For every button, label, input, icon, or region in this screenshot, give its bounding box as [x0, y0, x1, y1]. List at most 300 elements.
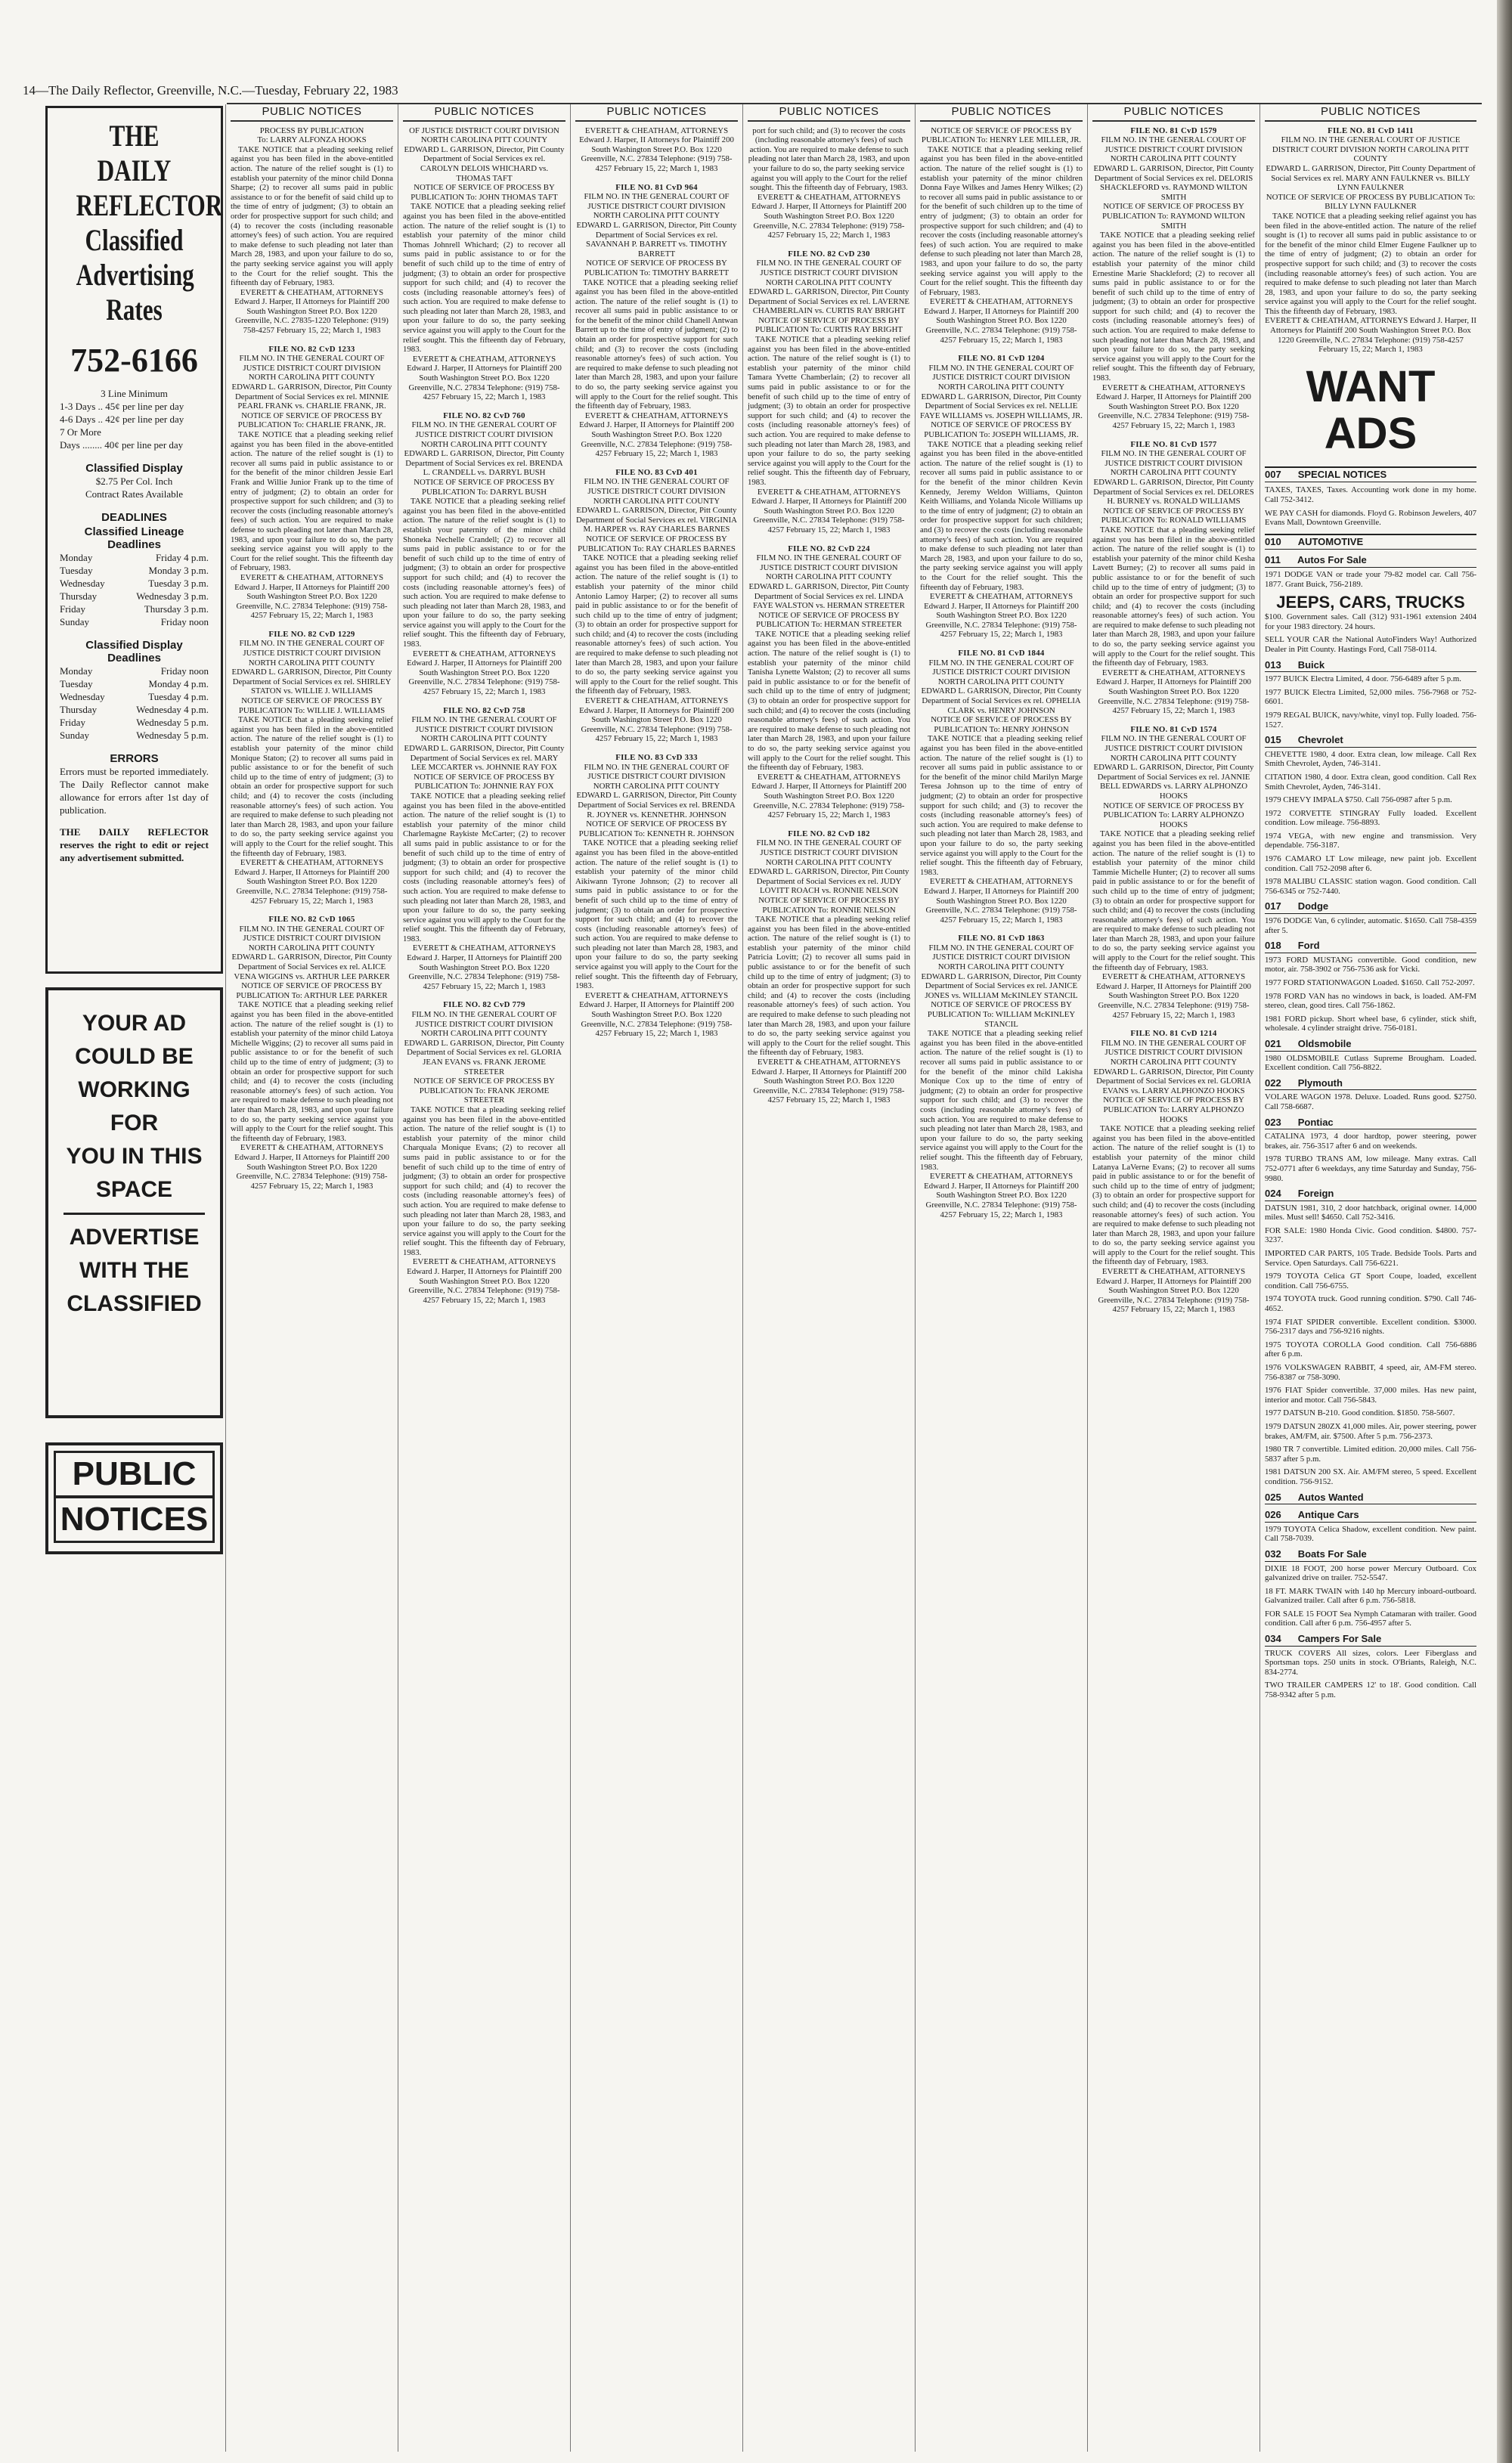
want-ads-title: [1265, 361, 1476, 458]
notice-parties: EDWARD L. GARRISON, Director, Pitt County Department of Social Services ex rel. LINDA FAYE WALSTON vs. HERMAN STREETER: [748, 581, 909, 611]
deadline-time: Tuesday 4 p.m.: [148, 691, 209, 702]
section-name: Plymouth: [1297, 1077, 1343, 1089]
deadline-row: [60, 716, 209, 729]
notice-recipient: NOTICE OF SERVICE OF PROCESS BY PUBLICATION To: JOSEPH WILLIAMS, JR.: [924, 420, 1079, 439]
classified-ad: FOR SALE 15 FOOT Sea Nymph Catamaran with trailer. Good condition. Call after 6 p.m. 756-4957 after 5.: [1265, 1609, 1476, 1628]
file-number: FILE NO. 81 CvD 1214: [1130, 1029, 1217, 1039]
section-number: 017: [1265, 900, 1281, 912]
section-number: 007: [1265, 468, 1281, 480]
notice-signature: EVERETT & CHEATHAM, ATTORNEYS Edward J. Harper, II Attorneys for Plaintiff 200 South Washington Street P.O. Box 1220 Greenville, N.C. 27834 Telephone: (919) 758-4257 February 15, 22; March 1, 1983: [924, 592, 1079, 640]
classified-section-heading: [1265, 1509, 1476, 1523]
classified-ad: 1975 TOYOTA COROLLA Good condition. Call 756-6886 after 6 p.m.: [1265, 1340, 1476, 1359]
classified-ad: 1977 FORD STATIONWAGON Loaded. $1650. Call 752-2097.: [1265, 978, 1475, 987]
notice-recipient: NOTICE OF SERVICE OF PROCESS BY PUBLICATION To: RAY CHARLES BARNES: [578, 534, 736, 553]
file-number: FILE NO. 82 CvD 1229: [268, 629, 355, 639]
notice-recipient: NOTICE OF SERVICE OF PROCESS BY PUBLICATION To: HERMAN STREETER: [755, 610, 903, 630]
deadline-day: Wednesday: [60, 691, 105, 702]
legal-notice: [1265, 126, 1476, 355]
classified-ad: TAXES, TAXES, Taxes. Accounting work done in my home. Call 752-3412.: [1265, 485, 1476, 505]
classified-ad: 1978 MALIBU CLASSIC station wagon. Good condition. Call 756-6345 or 752-7440.: [1265, 877, 1476, 896]
deadline-time: Monday 3 p.m.: [148, 565, 209, 576]
notice-signature: EVERETT & CHEATHAM, ATTORNEYS Edward J. Harper, II Attorneys for Plaintiff 200 South Washington Street P.O. Box 1220 Greenville, N.C. 27834 Telephone: (919) 758-4257 February 15, 22; March 1, 1983: [1096, 668, 1251, 716]
classified-ad: 1971 DODGE VAN or trade your 79-82 model car. Call 756-1877. Grant Buick, 756-2189.: [1265, 570, 1476, 589]
notices-column-6: [1089, 104, 1259, 2452]
notices-column-1: [227, 104, 397, 2452]
promo-line: YOU IN THIS: [66, 1144, 203, 1169]
your-ad-promo: [45, 987, 223, 1418]
deadlines-title: DEADLINES: [101, 511, 167, 524]
deadline-day: Friday: [60, 603, 85, 615]
classified-ad: 1977 BUICK Electra Limited, 4 door. 756-6489 after 5 p.m.: [1265, 674, 1461, 684]
rates-title-line: THE DAILY: [97, 119, 172, 187]
notice-heading: OF JUSTICE DISTRICT COURT DIVISION NORTH CAROLINA PITT COUNTY: [409, 125, 559, 145]
notices-column-2: [399, 104, 569, 2452]
notice-body: TAKE NOTICE that a pleading seeking relief against you has been filed in the above-entitled action. The nature of the relief sought is (1) to establish your paternity of the minor child Tammie Michelle Hunter; (2) to recover all sums paid in public assistance to or for the benefit of such child up to the time of entry of judgment; (3) to obtain an order for prospective support for such child; and (4) to recover the costs (including reasonable attorney's fees) of such action. You are required to make defense to such pleading not later than March 28, 1983, and upon your failure to do so, the party seeking service against you will apply to the Court for the relief sought. This the fifteenth day of February, 1983.: [1092, 829, 1255, 972]
notice-heading: FILM NO. IN THE GENERAL COURT OF JUSTICE DISTRICT COURT DIVISION NORTH CAROLINA PITT COUNTY: [239, 924, 385, 953]
notice-signature: EVERETT & CHEATHAM, ATTORNEYS Edward J. Harper, II Attorneys for Plaintiff 200 South Washington Street P.O. Box 1220 Greenville, N.C. 27834 Telephone: (919) 758-4257 February 15, 22; March 1, 1983: [751, 772, 906, 820]
classified-ad: IMPORTED CAR PARTS, 105 Trade. Bedside Tools. Parts and Service. Open Saturdays. Call 756-6221.: [1265, 1249, 1476, 1268]
column-heading: PUBLIC NOTICES: [575, 104, 738, 122]
notice-parties: EDWARD L. GARRISON, Director, Pitt County Department of Social Services ex rel. SAVANNAH P. BARRETT vs. TIMOTHY BARRETT: [576, 220, 737, 259]
notice-signature: EVERETT & CHEATHAM, ATTORNEYS Edward J. Harper, II Attorneys for Plaintiff 200 South Washington Street P.O. Box 1220 Greenville, N.C. 27834 Telephone: (919) 758-4257 February 15, 22; March 1, 1983: [407, 354, 562, 402]
classified-ad: VOLARE WAGON 1978. Deluxe. Loaded. Runs good. $2750. Call 758-6687.: [1265, 1092, 1476, 1111]
classified-ad: 1978 FORD VAN has no windows in back, is loaded. AM-FM stereo, clean, good tires. Call 756-1862.: [1265, 991, 1476, 1011]
classified-section-heading: [1265, 1188, 1476, 1201]
column-rule: [570, 104, 571, 2452]
notice-body: TAKE NOTICE that a pleading seeking relief against you has been filed in the above-entitled action. The nature of the relief sought is (1) to establish your paternity of the minor child Tanisha Lynette Walston; (2) to recover all sums paid in public assistance to or for the benefit of such child up to the time of entry of judgment; (3) to obtain an order for prospective support for such child; and (4) to recover the costs (including reasonable attorney's fees) of such action. You are required to make defense to such pleading not later than March 28, 1983, and upon your failure to do so, the party seeking service against you will apply to the Court for the relief sought. This the fifteenth day of February, 1983.: [748, 629, 910, 773]
notice-parties: EDWARD L. GARRISON, Director, Pitt County Department of Social Services ex rel. CAROLYN DELOIS WHICHARD vs. THOMAS TAFT: [404, 144, 565, 183]
notices-list: [1265, 126, 1476, 355]
classified-section-heading: [1265, 1548, 1476, 1562]
section-name: Antique Cars: [1297, 1509, 1359, 1521]
notice-signature: EVERETT & CHEATHAM, ATTORNEYS Edward J. Harper, II Attorneys for Plaintiff 200 South Washington Street P.O. Box 1220 Greenville, N.C. 27834 Telephone: (919) 758-4257 February 15, 22; March 1, 1983: [579, 990, 734, 1039]
classified-ad: 1979 TOYOTA Celica GT Sport Coupe, loaded, excellent condition. Call 756-6755.: [1265, 1272, 1476, 1290]
deadline-time: Monday 4 p.m.: [148, 678, 209, 689]
notice-recipient: NOTICE OF SERVICE OF PROCESS BY PUBLICATION To: JOHNNIE RAY FOX: [414, 772, 555, 792]
promo-line: ADVERTISE: [69, 1225, 200, 1250]
legal-notice: [403, 706, 565, 992]
notice-signature: EVERETT & CHEATHAM, ATTORNEYS Edward J. Harper, II Attorneys for Plaintiff 200 South Washington Street P.O. Box 1220 Greenville, N.C. 27834 Telephone: (919) 758-4257 February 15, 22; March 1, 1983: [234, 572, 389, 621]
notice-recipient: NOTICE OF SERVICE OF PROCESS BY PUBLICATION To: WILLIE J. WILLIAMS: [238, 696, 386, 715]
notice-heading: NOTICE OF SERVICE OF PROCESS BY PUBLICATION To: HENRY LEE MILLER, JR.: [921, 125, 1082, 145]
section-number: 015: [1265, 734, 1281, 746]
notice-parties: EDWARD L. GARRISON, Director, Pitt County Department of Social Services ex rel. MINNIE PEARL FRANK vs. CHARLIE FRANK, JR.: [231, 383, 392, 411]
notice-parties: EDWARD L. GARRISON, Director, Pitt County Department of Social Services ex rel. MARY ANN FAULKNER vs. BILLY LYNN FAULKNER: [1266, 163, 1476, 193]
section-number: 021: [1265, 1037, 1281, 1049]
notice-parties: EDWARD L. GARRISON, Director, Pitt County Department of Social Services ex rel. BRENDA R. JOYNER vs. KENNETHR. JOHNSON: [576, 791, 737, 819]
lineage-deadlines: [60, 551, 209, 628]
notice-body: TAKE NOTICE that a pleading seeking relief against you has been filed in the above-entitled action. The nature of the relief sought is (1) to establish your paternity of the minor child Patricia Lovitt; (2) to recover all sums paid in public assistance to or for the benefit of such child up to the time of entry of judgment; (3) to obtain an order for prospective support for such child; and (4) to recover the costs (including reasonable attorney's fees) of such action. You are required to make defense to such pleading not later than March 28, 1983, and upon your failure to do so, the party seeking service against you will apply to the Court for the relief sought. This the fifteenth day of February, 1983.: [748, 915, 910, 1058]
notice-heading: FILM NO. IN THE GENERAL COURT OF JUSTICE DISTRICT COURT DIVISION NORTH CAROLINA PITT COUNTY: [756, 259, 902, 287]
file-number: FILE NO. 82 CvD 224: [788, 544, 870, 553]
deadline-day: Sunday: [60, 616, 89, 627]
section-name: Chevrolet: [1297, 734, 1343, 746]
classified-ad: 1980 TR 7 convertible. Limited edition. 20,000 miles. Call 756-5837 after 5 p.m.: [1265, 1445, 1476, 1464]
classified-ad: 1980 OLDSMOBILE Cutlass Supreme Brougham. Loaded. Excellent condition. Call 756-8822.: [1265, 1053, 1476, 1073]
legal-notice: [748, 126, 910, 240]
section-number: 024: [1265, 1188, 1281, 1200]
legal-notice: [748, 249, 910, 535]
legal-notice: [575, 753, 738, 1039]
notice-body: TAKE NOTICE that a pleading seeking relief against you has been filed in the above-entitled action. The nature of the relief sought is (1) to establish your paternity of the minor child Kesha Lavett Burney; (2) to recover all sums paid in public assistance to or for the benefit of such child up to the time of entry of judgment; (3) to obtain an order for prospective support for such child; and (4) to recover the costs (including reasonable attorney's fees) of such action. You are required to make defense to such pleading not later than March 28, 1983, and upon your failure to do so, the party seeking service against you will apply to the Court for the relief sought. This the fifteenth day of February, 1983.: [1092, 525, 1255, 668]
section-number: 025: [1265, 1491, 1281, 1503]
section-number: 010: [1265, 535, 1281, 547]
notice-signature: EVERETT & CHEATHAM, ATTORNEYS Edward J. Harper, II Attorneys for Plaintiff 200 South Washington Street P.O. Box 1220 Greenville, N.C. 27835-1220 Telephone: (919) 758-4257 February 15, 22; March 1, 1983: [234, 287, 389, 336]
classified-ad: CHEVETTE 1980, 4 door. Extra clean, low mileage. Call Rex Smith Chevrolet, Ayden, 746-3141.: [1265, 749, 1476, 769]
legal-notice: [575, 126, 738, 174]
legal-notice: [920, 126, 1083, 345]
section-name: Foreign: [1297, 1188, 1334, 1200]
classified-ad: 1974 VEGA, with new engine and transmission. Very dependable. 756-3187.: [1265, 831, 1476, 850]
section-name: Autos For Sale: [1297, 554, 1367, 566]
deadline-row: [60, 690, 209, 703]
notice-body: TAKE NOTICE that a pleading seeking relief against you has been filed in the above-entitled action. The nature of the relief sought is (1) to establish your paternity of the minor child Tamara Yvette Chamberlain; (2) to recover all sums paid in public assistance to or for the benefit of such child up to the time of entry of judgment; (3) to obtain an order for prospective support for such child; and (4) to recover the costs (including reasonable attorney's fees) of such action. You are required to make defense to such pleading not later than March 28, 1983, and upon your failure to do so, the party seeking service against you will apply to the Court for the relief sought. This the fifteenth day of February, 1983.: [748, 335, 910, 487]
notice-parties: EDWARD L. GARRISON, Director, Pitt County Department of Social Services ex rel. OPHELIA CLARK vs. HENRY JOHNSON: [921, 686, 1082, 715]
notice-parties: EDWARD L. GARRISON, Director, Pitt County Department of Social Services ex rel. DELORIS SHACKLEFORD vs. RAYMOND WILTON SMITH: [1093, 163, 1254, 202]
notice-signature: EVERETT & CHEATHAM, ATTORNEYS Edward J. Harper, II Attorneys for Plaintiff 200 South Washington Street P.O. Box 1220 Greenville, N.C. 27834 Telephone: (919) 758-4257 February 15, 22; March 1, 1983: [751, 487, 906, 534]
deadline-time: Wednesday 5 p.m.: [136, 717, 209, 728]
notice-signature: EVERETT & CHEATHAM, ATTORNEYS Edward J. Harper, II Attorneys for Plaintiff 200 South Washington Street P.O. Box 1220 Greenville, N.C. 27834 Telephone: (919) 758-4257 February 15, 22; March 1, 1983: [751, 1058, 906, 1105]
classified-section-heading: [1265, 1117, 1476, 1130]
notice-recipient: NOTICE OF SERVICE OF PROCESS BY PUBLICATION To: JOHN THOMAS TAFT: [411, 183, 558, 202]
classified-ad: DATSUN 1981, 310, 2 door hatchback, original owner. 14,000 miles. Must sell! $4650. Call 752-3416.: [1265, 1203, 1476, 1222]
page-edge: [1497, 0, 1512, 2463]
notice-body: TAKE NOTICE that a pleading seeking relief against you has been filed in the above-entitled action. The nature of the relief sought is (1) to establish your paternity of the minor child Shoneka Nechelle Crandell; (2) to recover all sums paid in public assistance to or for the benefit of such child up to the time of entry of judgment; (3) to obtain an order for prospective support for such child; and (4) to recover the costs (including reasonable attorney's fees) of such action. You are required to make defense to such pleading not later than March 28, 1983, and upon your failure to do so, the party seeking service against you will apply to the Court for the relief sought. This the fifteenth day of February, 1983.: [403, 497, 565, 649]
deadline-day: Sunday: [60, 730, 89, 741]
notice-recipient: NOTICE OF SERVICE OF PROCESS BY PUBLICATION To: RAYMOND WILTON SMITH: [1102, 202, 1245, 231]
notice-heading: FILM NO. IN THE GENERAL COURT OF JUSTICE DISTRICT COURT DIVISION NORTH CAROLINA PITT COUNTY: [411, 420, 557, 449]
legal-notice: [920, 934, 1083, 1219]
notice-recipient: NOTICE OF SERVICE OF PROCESS BY PUBLICATION To: HENRY JOHNSON: [931, 715, 1072, 734]
legal-notice: [920, 354, 1083, 640]
public-notices-line: NOTICES: [54, 1497, 214, 1542]
notice-parties: EDWARD L. GARRISON, Director, Pitt County Department of Social Services ex rel. VIRGINIA M. HARPER vs. RAY CHARLES BARNES: [576, 506, 737, 534]
classified-section-heading: [1265, 554, 1476, 568]
notice-heading: FILM NO. IN THE GENERAL COURT OF JUSTICE DISTRICT COURT DIVISION NORTH CAROLINA PITT COUNTY: [756, 553, 902, 582]
legal-notice: [231, 126, 393, 336]
notice-heading: FILM NO. IN THE GENERAL COURT OF JUSTICE DISTRICT COURT DIVISION NORTH CAROLINA PITT COUNTY: [584, 762, 730, 791]
section-name: Buick: [1297, 658, 1325, 671]
section-number: 034: [1265, 1633, 1281, 1645]
column-heading: PUBLIC NOTICES: [1092, 104, 1255, 122]
classified-ad: 1976 VOLKSWAGEN RABBIT, 4 speed, air, AM-FM stereo. 756-8387 or 758-3090.: [1265, 1363, 1476, 1382]
file-number: FILE NO. 82 CvD 760: [443, 410, 525, 420]
legal-notice: [231, 345, 393, 621]
deadline-row: [60, 703, 209, 716]
section-name: Oldsmobile: [1297, 1037, 1352, 1049]
notice-body: TAKE NOTICE that a pleading seeking relief against you has been filed in the above-entitled action. The nature of the relief sought is (1) to establish your paternity of the minor child Ernestine Marie Shackleford; (2) to recover all sums paid in public assistance to or for the benefit of such child up to the time of entry of judgment; (3) to obtain an order for prospective support for such child; and (4) to recover the costs (including reasonable attorney's fees) of such action. You are required to make defense to such pleading not later than March 28, 1983, and upon your failure to do so, the party seeking service against you will apply to the Court for the relief sought. This the fifteenth day of February, 1983.: [1092, 231, 1255, 383]
classified-ad: 1976 FIAT Spider convertible. 37,000 miles. Has new paint, interior and motor. Call 756-5843.: [1265, 1386, 1476, 1405]
rate-line: Days ........ 40¢ per line per day: [60, 439, 184, 451]
file-number: FILE NO. 82 CvD 1065: [268, 915, 355, 925]
notice-signature: EVERETT & CHEATHAM, ATTORNEYS Edward J. Harper, II Attorneys for Plaintiff 200 South Washington Street P.O. Box 1220 Greenville, N.C. 27834 Telephone: (919) 758-4257 February 15, 22; March 1, 1983: [1096, 972, 1251, 1020]
section-number: 013: [1265, 658, 1281, 671]
classified-ad: WE PAY CASH for diamonds. Floyd G. Robinson Jewelers, 407 Evans Mall, Downtown Greenville.: [1265, 508, 1476, 528]
classified-ad: TRUCK COVERS All sizes, colors. Leer Fiberglass and Sportsman tops. 250 units in stock. O'Briants, Raleigh, N.C. 834-2774.: [1265, 1648, 1476, 1677]
classified-ad: 1979 TOYOTA Celica Shadow, excellent condition. New paint. Call 758-7039.: [1265, 1524, 1476, 1544]
notice-body: TAKE NOTICE that a pleading seeking relief against you has been filed in the above-entitled action. The nature of the relief sought is (1) to establish your paternity of the minor child Antonio Lamoy Harper; (2) to recover all sums paid in public assistance to or for the benefit of such child up to the time of entry of judgment; (3) to obtain an order for prospective support for such child; and (4) to recover the costs (including reasonable attorney's fees) of such action. You are required to make defense to such pleading not later than March 28, 1983, and upon your failure to do so, the party seeking service against you will apply to the Court for the relief sought. This the fifteenth day of February, 1983.: [575, 553, 738, 696]
notice-parties: EDWARD L. GARRISON, Director, Pitt County Department of Social Services ex rel. MARY LEE MCCARTER vs. JOHNNIE RAY FOX: [404, 744, 565, 773]
notice-signature: EVERETT & CHEATHAM, ATTORNEYS Edward J. Harper, II Attorneys for Plaintiff 200 South Washington Street P.O. Box 1220 Greenville, N.C. 27834 Telephone: (919) 758-4257 February 15, 22; March 1, 1983: [579, 696, 734, 744]
file-number: FILE NO. 83 CvD 401: [615, 467, 698, 477]
rates-title: [60, 119, 223, 327]
classified-ad: 18 FT. MARK TWAIN with 140 hp Mercury inboard-outboard. Galvanized trailer. Call after 6 p.m. 756-5818.: [1265, 1586, 1476, 1606]
classified-ad: 1972 CORVETTE STINGRAY Fully loaded. Excellent condition. Low mileage. 756-8893.: [1265, 808, 1476, 828]
notice-parties: EDWARD L. GARRISON, Director, Pitt County Department of Social Services ex rel. ALICE VENA WIGGINS vs. ARTHUR LEE PARKER: [231, 953, 392, 981]
want-ads-title-line: ADS: [1324, 408, 1418, 458]
section-number: 022: [1265, 1077, 1281, 1089]
deadline-time: Friday noon: [160, 665, 209, 677]
deadline-time: Wednesday 3 p.m.: [136, 590, 209, 602]
section-number: 032: [1265, 1548, 1281, 1560]
rate-line: 1-3 Days .. 45¢ per line per day: [60, 401, 184, 412]
notice-body: TAKE NOTICE that a pleading seeking relief against you has been filed in the above-entitled action. The nature of the relief sought is (1) to recover all sums paid in public assistance to or for the benefit of the minor child Marilyn Marge Teresa Johnson up to the time of entry of judgment; (2) to obtain an order for prospective support for such child; and (3) to recover the costs (including reasonable attorney's fees) of such action. You are required to make defense to such pleading not later than March 28, 1983, and upon your failure to do so, the party seeking service against you will apply to the Court for the relief sought. This the fifteenth day of February, 1983.: [920, 734, 1083, 877]
column-heading: PUBLIC NOTICES: [231, 104, 393, 122]
notice-heading: FILM NO. IN THE GENERAL COURT OF JUSTICE DISTRICT COURT DIVISION NORTH CAROLINA PITT COUNTY: [1101, 734, 1247, 763]
display-deadlines: [60, 665, 209, 742]
page-folio: 14—The Daily Reflector, Greenville, N.C.—Tuesday, February 22, 1983: [23, 83, 398, 98]
classified-ad: 1973 FORD MUSTANG convertible. Good condition, new motor, air. 758-3902 or 756-7536 ask for Vicki.: [1265, 955, 1476, 974]
classified-ad: DIXIE 18 FOOT, 200 horse power Mercury Outboard. Cox galvanized drive on trailer. 752-5547.: [1265, 1563, 1476, 1583]
file-number: FILE NO. 81 CvD 1577: [1130, 439, 1217, 449]
classified-ad: 1978 TURBO TRANS AM, low mileage. Many extras. Call 752-0771 after 6 weekdays, any time Saturday and Sunday, 756-9980.: [1265, 1154, 1476, 1183]
notice-signature: EVERETT & CHEATHAM, ATTORNEYS Edward J. Harper, II Attorneys for Plaintiff 200 South Washington Street P.O. Box 1220 Greenville, N.C. 27834 Telephone: (919) 758-4257 February 15, 22; March 1, 1983: [234, 1143, 389, 1191]
notices-column-3: [572, 104, 742, 2452]
classified-ad: FOR SALE: 1980 Honda Civic. Good condition. $4800. 757-3237.: [1265, 1225, 1476, 1245]
notice-parties: EDWARD L. GARRISON, Director, Pitt County Department of Social Services ex rel. LAVERNE CHAMBERLAIN vs. CURTIS RAY BRIGHT: [748, 287, 909, 316]
legal-notice: [575, 468, 738, 744]
deadline-day: Tuesday: [60, 565, 93, 576]
file-number: FILE NO. 81 CvD 1863: [958, 934, 1045, 943]
classified-ad: 1976 CAMARO LT Low mileage, new paint job. Excellent condition. Call 752-2098 after 6.: [1265, 854, 1476, 873]
rates-title-line: Classified: [85, 223, 184, 257]
section-name: SPECIAL NOTICES: [1297, 468, 1387, 480]
notice-parties: EDWARD L. GARRISON, Director, Pitt County Department of Social Services ex rel. JUDY LOVITT ROACH vs. RONNIE NELSON: [748, 867, 909, 896]
legal-notice: [403, 126, 565, 402]
notice-recipient: To: LARRY ALFONZA HOOKS: [257, 135, 367, 145]
notice-recipient: NOTICE OF SERVICE OF PROCESS BY PUBLICATION To: LARRY ALPHONZO HOOKS: [1103, 801, 1244, 829]
reserve-text: THE DAILY REFLECTOR reserves the right to edit or reject any advertisement submitted.: [60, 826, 209, 863]
notice-heading: FILM NO. IN THE GENERAL COURT OF JUSTICE DISTRICT COURT DIVISION NORTH CAROLINA PITT COUNTY: [928, 943, 1074, 972]
notice-recipient: NOTICE OF SERVICE OF PROCESS BY PUBLICATION To: TIMOTHY BARRETT: [584, 259, 730, 277]
classified-section-heading: [1265, 466, 1476, 483]
deadline-day: Wednesday: [60, 578, 105, 589]
classified-phone: 752-6166: [70, 342, 198, 379]
file-number: FILE NO. 81 CvD 1204: [958, 354, 1045, 364]
public-notices-line: PUBLIC: [54, 1451, 214, 1497]
public-notices-logo: [45, 1442, 223, 1554]
promo-line: YOUR AD: [82, 1011, 187, 1036]
notice-signature: EVERETT & CHEATHAM, ATTORNEYS Edward J. Harper, II Attorneys for Plaintiff 200 South Washington Street P.O. Box 1220 Greenville, N.C. 27834 Telephone: (919) 758-4257 February 15, 22; March 1, 1983: [234, 858, 389, 906]
notice-heading: port for such child; and (3) to recover the costs (including reasonable attorney's fees) of such action. You are required to make defense to such pleading not later than March 28, 1983, and upon your failure to do so, the party seeking service against you will apply to the Court for the relief sought. This the fifteenth day of February, 1983.: [748, 125, 910, 193]
notice-parties: EDWARD L. GARRISON, Director, Pitt County Department of Social Services ex rel. NELLIE FAYE WILLIAMS vs. JOSEPH WILLIAMS, JR.: [920, 392, 1083, 420]
classified-ad: 1981 DATSUN 200 SX. Air. AM/FM stereo, 5 speed. Excellent condition. 756-9152.: [1265, 1467, 1476, 1486]
notice-recipient: NOTICE OF SERVICE OF PROCESS BY PUBLICATION To: RONNIE NELSON: [758, 895, 900, 915]
classified-ad: 1981 FORD pickup. Short wheel base, 6 cylinder, stick shift, wholesale. 4 cylinder straight drive. 756-0181.: [1265, 1014, 1476, 1033]
notice-heading: FILM NO. IN THE GENERAL COURT OF JUSTICE DISTRICT COURT DIVISION NORTH CAROLINA PITT COUNTY: [1101, 135, 1247, 164]
notice-signature: EVERETT & CHEATHAM, ATTORNEYS Edward J. Harper, II Attorneys for Plaintiff 200 South Washington Street P.O. Box 1220 Greenville, N.C. 27834 Telephone: (919) 758-4257 February 15, 22; March 1, 1983: [407, 649, 562, 697]
column-heading: PUBLIC NOTICES: [920, 104, 1083, 122]
classified-section-heading: [1265, 659, 1476, 673]
deadline-day: Thursday: [60, 590, 98, 602]
notice-parties: EDWARD L. GARRISON, Director, Pitt County Department of Social Services ex rel. DELORES H. BURNEY vs. RONALD WILLIAMS: [1093, 477, 1254, 507]
notice-body: TAKE NOTICE that a pleading seeking relief against you has been filed in the above-entitled action. The nature of the relief sought is (1) to establish your paternity of the minor child Charquala Monique Evans; (2) to recover all sums paid in public assistance to or for the benefit of such child up to the time of entry of judgment; (3) to obtain an order for prospective support for such child; and (4) to recover the costs (including reasonable attorney's fees) of such action. You are required to make defense to such pleading not later than March 28, 1983, and upon your failure to do so, the party seeking service against you will apply to the Court for the relief sought. This the fifteenth day of February, 1983.: [403, 1104, 565, 1257]
notice-recipient: NOTICE OF SERVICE OF PROCESS BY PUBLICATION To: ARTHUR LEE PARKER: [236, 981, 388, 1000]
section-number: 026: [1265, 1509, 1281, 1521]
file-number: FILE NO. 82 CvD 1233: [268, 344, 355, 354]
notice-heading: FILM NO. IN THE GENERAL COURT OF JUSTICE DISTRICT COURT DIVISION NORTH CAROLINA PITT COUNTY: [584, 477, 730, 506]
notice-body: TAKE NOTICE that a pleading seeking relief against you has been filed in the above-entitled action. The nature of the relief sought is (1) to establish your paternity of the minor child Latanya LaVerne Evans; (2) to recover all sums paid in public assistance to or for the benefit of such child up to the time of entry of judgment; (3) to obtain an order for prospective support for such child; and (4) to recover the costs (including reasonable attorney's fees) of such action. You are required to make defense to such pleading not later than March 28, 1983, and upon your failure to do so, the party seeking service against you will apply to the Court for the relief sought. This the fifteenth day of February, 1983.: [1092, 1124, 1255, 1267]
classified-ad: 1977 DATSUN B-210. Good condition. $1850. 758-5607.: [1265, 1408, 1455, 1418]
notice-body: TAKE NOTICE that a pleading seeking relief against you has been filed in the above-entitled action. The nature of the relief sought is (1) to establish your paternity of the minor child Thomas Johnrell Whichard; (2) to recover all sums paid in public assistance to or for the benefit of such child up to the time of entry of judgment; (3) to obtain an order for prospective support for such child; and (4) to recover the costs (including reasonable attorney's fees) of such action. You are required to make defense to such pleading not later than March 28, 1983, and upon your failure to do so, the party seeking service against you will apply to the Court for the relief sought. This the fifteenth day of February, 1983.: [403, 202, 565, 355]
notice-body: TAKE NOTICE that a pleading seeking relief against you has been filed in the above-entitled action. The nature of the relief sought is (1) to recover all sums paid in public assistance to or for the benefit of the minor child Chanell Antwan Barrett up to the time of entry of judgment; (2) to obtain an order for prospective support for such child; and (3) to recover the costs (including reasonable attorney's fees) of such action. You are required to make defense to such pleading not later than March 28, 1983, and upon your failure to do so, the party seeking service against you will apply to the Court for the relief sought. This the fifteenth day of February, 1983.: [575, 277, 738, 411]
legal-notice: [575, 183, 738, 459]
legal-notice: [1092, 1029, 1255, 1315]
promo-line: WORKING: [78, 1077, 191, 1102]
notice-heading: FILM NO. IN THE GENERAL COURT OF JUSTICE DISTRICT COURT DIVISION NORTH CAROLINA PITT COUNTY: [928, 363, 1074, 392]
section-number: 011: [1265, 554, 1281, 566]
classified-ad: TWO TRAILER CAMPERS 12' to 18'. Good condition. Call 758-9342 after 5 p.m.: [1265, 1681, 1476, 1700]
column-rule: [1087, 104, 1088, 2452]
notice-parties: EDWARD L. GARRISON, Director, Pitt County Department of Social Services ex rel. JANICE JONES vs. WILLIAM McKINLEY STANCIL: [921, 971, 1082, 1000]
column-heading: PUBLIC NOTICES: [748, 104, 910, 122]
deadline-row: [60, 564, 209, 577]
section-name: AUTOMOTIVE: [1297, 535, 1364, 547]
notice-heading: FILM NO. IN THE GENERAL COURT OF JUSTICE DISTRICT COURT DIVISION NORTH CAROLINA PITT COUNTY: [239, 354, 385, 383]
notice-recipient: NOTICE OF SERVICE OF PROCESS BY PUBLICATION To: CURTIS RAY BRIGHT: [755, 315, 903, 335]
classified-section-heading: [1265, 1492, 1476, 1505]
column-heading: PUBLIC NOTICES: [403, 104, 565, 122]
deadline-time: Wednesday 4 p.m.: [136, 704, 209, 715]
rate-line: 7 Or More: [60, 426, 101, 438]
legal-notice: [403, 1000, 565, 1305]
deadline-day: Tuesday: [60, 678, 93, 689]
classified-section-heading: [1265, 1633, 1476, 1647]
notice-recipient: NOTICE OF SERVICE OF PROCESS BY PUBLICATION To: WILLIAM McKINLEY STANCIL: [927, 1000, 1076, 1029]
deadline-time: Friday noon: [160, 616, 209, 627]
notice-heading: FILM NO. IN THE GENERAL COURT OF JUSTICE DISTRICT COURT DIVISION NORTH CAROLINA PITT COUNTY: [1101, 1038, 1247, 1067]
notice-signature: EVERETT & CHEATHAM, ATTORNEYS Edward J. Harper, II Attorneys for Plaintiff 200 South Washington Street P.O. Box 1220 Greenville, N.C. 27834 Telephone: (919) 758-4257 February 15, 22; March 1, 1983: [1265, 316, 1476, 355]
deadline-row: [60, 729, 209, 742]
deadline-row: [60, 603, 209, 615]
notice-body: TAKE NOTICE that a pleading seeking relief against you has been filed in the above-entitled action. The nature of the relief sought is (1) to establish your paternity of the minor child Latoya Michelle Wiggins; (2) to recover all sums paid in public assistance to or for the benefit of such child up to the time of entry of judgment; (3) to obtain an order for prospective support for such child; and (4) to recover the costs (including reasonable attorney's fees) of such action. You are required to make defense to such pleading not later than March 28, 1983, and upon your failure to do so, the party seeking service against you will apply to the Court for the relief sought. This the fifteenth day of February, 1983.: [231, 1000, 393, 1143]
deadline-row: [60, 615, 209, 628]
notice-heading: FILM NO. IN THE GENERAL COURT OF JUSTICE DISTRICT COURT DIVISION NORTH CAROLINA PITT COUNTY: [1101, 449, 1247, 478]
notice-recipient: NOTICE OF SERVICE OF PROCESS BY PUBLICATION To: FRANK JEROME STREETER: [414, 1077, 555, 1105]
notice-parties: EDWARD L. GARRISON, Director, Pitt County Department of Social Services ex rel. JANNIE BELL EDWARDS vs. LARRY ALPHONZO HOOKS: [1093, 763, 1254, 801]
notice-signature: EVERETT & CHEATHAM, ATTORNEYS Edward J. Harper, II Attorneys for Plaintiff 200 South Washington Street P.O. Box 1220 Greenville, N.C. 27834 Telephone: (919) 758-4257 February 15, 22; March 1, 1983: [924, 297, 1079, 345]
notice-heading: FILM NO. IN THE GENERAL COURT OF JUSTICE DISTRICT COURT DIVISION NORTH CAROLINA PITT COUNTY: [411, 1010, 557, 1039]
classified-ad: $100. Government sales. Call (312) 931-1961 extension 2404 for your 1983 directory. 24 hours.: [1265, 612, 1476, 631]
notice-body: TAKE NOTICE that a pleading seeking relief against you has been filed in the above-entitled action. The nature of the relief sought is (1) to establish your paternity of the minor children Donna Faye Wilkes and James Henry Wilkes; (2) to recover all sums paid in public assistance to or for the benefit of such children up to the time of entry of judgment; (3) to obtain an order for prospective support for such children; and (4) to recover the costs (including reasonable attorney's fees) of such action. You are required to make defense to such pleading not later than March 28, 1983, and upon your failure to do so, the party seeking service against you will apply to the Court for the relief sought. This the fifteenth day of February, 1983.: [920, 144, 1083, 297]
deadline-time: Tuesday 3 p.m.: [148, 578, 209, 589]
notice-recipient: NOTICE OF SERVICE OF PROCESS BY PUBLICATION To: BILLY LYNN FAULKNER: [1266, 192, 1476, 212]
errors-text: Errors must be reported immediately. The Daily Reflector cannot make allowance for errors after 1st day of publication.: [60, 766, 209, 816]
promo-line: SPACE: [95, 1177, 173, 1202]
legal-notice: [231, 915, 393, 1191]
notice-signature: EVERETT & CHEATHAM, ATTORNEYS Edward J. Harper, II Attorneys for Plaintiff 200 South Washington Street P.O. Box 1220 Greenville, N.C. 27834 Telephone: (919) 758-4257 February 15, 22; March 1, 1983: [751, 192, 906, 240]
deadline-day: Thursday: [60, 704, 98, 715]
errors-title: ERRORS: [110, 752, 159, 765]
notice-parties: EDWARD L. GARRISON, Director, Pitt County Department of Social Services ex rel. GLORIA EVANS vs. LARRY ALPHONZO HOOKS: [1093, 1067, 1254, 1095]
want-ads-title-line: WANT: [1306, 361, 1436, 411]
file-number: FILE NO. 81 CvD 1844: [958, 649, 1045, 658]
notice-heading: PROCESS BY PUBLICATION: [259, 125, 364, 135]
legal-notice: [748, 544, 910, 820]
promo-line: COULD BE: [75, 1044, 194, 1069]
notice-body: TAKE NOTICE that a pleading seeking relief against you has been filed in the above-entitled action. The nature of the relief sought is (1) to recover all sums paid in public assistance to or for the benefit of the minor child Lakisha Monique Cox up to the time of entry of judgment; (2) to obtain an order for prospective support for such child; and (3) to recover the costs (including reasonable attorney's fees) of such action. You are required to make defense to such pleading not later than March 28, 1983, and upon your failure to do so, the party seeking service against you will apply to the Court for the relief sought. This the fifteenth day of February, 1983.: [920, 1029, 1083, 1172]
promo-line: FOR: [110, 1111, 159, 1135]
section-name: Autos Wanted: [1297, 1491, 1364, 1503]
file-number: FILE NO. 82 CvD 230: [788, 249, 870, 259]
section-name: Pontiac: [1297, 1116, 1334, 1128]
notice-recipient: NOTICE OF SERVICE OF PROCESS BY PUBLICATION To: KENNETH R. JOHNSON: [578, 819, 735, 838]
legal-notice: [748, 829, 910, 1105]
classified-section-heading: [1265, 1077, 1476, 1091]
notice-body: TAKE NOTICE that a pleading seeking relief against you has been filed in the above-entitled action. The nature of the relief sought is (1) to establish your paternity of the minor child Monique Staton; (2) to recover all sums paid in public assistance to or for the benefit of such child up to the time of entry of judgment; (3) to obtain an order for prospective support for such child; and (4) to recover the costs (including reasonable attorney's fees) of such action. You are required to make defense to such pleading not later than March 28, 1983, and upon your failure to do so, the party seeking service against you will apply to the Court for the relief sought. This the fifteenth day of February, 1983.: [231, 715, 393, 858]
file-number: FILE NO. 81 CvD 1574: [1130, 724, 1217, 734]
notice-heading: FILM NO. IN THE GENERAL COURT OF JUSTICE DISTRICT COURT DIVISION NORTH CAROLINA PITT COUNTY: [584, 192, 730, 221]
classified-listings: [1265, 466, 1476, 1700]
classified-ad: 1979 REGAL BUICK, navy/white, vinyl top. Fully loaded. 756-1527.: [1265, 710, 1476, 730]
jeeps-banner: JEEPS, CARS, TRUCKS: [1276, 593, 1465, 612]
rates-title-line: Advertising: [76, 258, 194, 292]
notice-signature: EVERETT & CHEATHAM, ATTORNEYS Edward J. Harper, II Attorneys for Plaintiff 200 South Washington Street P.O. Box 1220 Greenville, N.C. 27834 Telephone: (919) 758-4257 February 15, 22; March 1, 1983: [1096, 383, 1251, 430]
file-number: FILE NO. 82 CvD 182: [788, 829, 870, 838]
notice-body: TAKE NOTICE that a pleading seeking relief against you has been filed in the above-entitled action. The nature of the relief sought is (1) to establish your paternity of the minor child Charlemagne Raykiste McCarter; (2) to recover all sums paid in public assistance to or for the benefit of such child up to the time of entry of judgment; (3) to obtain an order for prospective support for such child; and (4) to recover the costs (including reasonable attorney's fees) of such action. You are required to make defense to such pleading not later than March 28, 1983, and upon your failure to do so, the party seeking service against you will apply to the Court for the relief sought. This the fifteenth day of February, 1983.: [403, 791, 565, 943]
notice-parties: EDWARD L. GARRISON, Director, Pitt County Department of Social Services ex rel. GLORIA JEAN EVANS vs. FRANK JEROME STREETER: [404, 1038, 565, 1077]
classified-section-heading: [1265, 734, 1476, 748]
classified-ad: 1974 TOYOTA truck. Good running condition. $790. Call 746-4652.: [1265, 1294, 1476, 1314]
classified-rates-box: [45, 106, 223, 974]
rates-title-line: Rates: [106, 293, 163, 327]
want-ads-column: [1261, 104, 1480, 2452]
notice-body: TAKE NOTICE that a pleading seeking relief against you has been filed in the above-entitled action. The nature of the relief sought is (1) to establish your paternity of the minor child Donna Sharpe; (2) to recover all sums paid in public assistance to or for the benefit of said child up to the time of entry of judgment; (3) to obtain an order for prospective support for such child; and (4) to recover the costs (including reasonable attorney's fees) of such action. You are required to make defense to such pleading not later than March 28, 1983, and upon your failure to do so, the party seeking service against you will apply to the Court for the relief sought. This the fifteenth day of February, 1983.: [231, 144, 393, 288]
classified-ad: 1976 DODGE Van, 6 cylinder, automatic. $1650. Call 758-4359 after 5.: [1265, 916, 1476, 935]
column-rule: [742, 104, 743, 2452]
promo-line: CLASSIFIED: [67, 1291, 202, 1316]
lineage-title: Classified Lineage Deadlines: [84, 525, 184, 551]
notice-body: TAKE NOTICE that a pleading seeking relief against you has been filed in the above-entitled action. The nature of the relief sought is (1) to recover all sums paid in public assistance to or for the benefit of the minor children Kevin Kennedy, Jeremy Weldon Williams, Quinton Keith Williams, and Yolanda Nicole Williams up to the time of entry of judgment; (2) to obtain an order for prospective support for such children; and (3) to recover the costs (including reasonable attorney's fees) of such action. You are required to make defense to such pleading not later than March 28, 1983, and upon your failure to do so, the party seeking service against you will apply to the Court for the relief sought. This the fifteenth day of February, 1983.: [920, 439, 1083, 592]
notice-signature: EVERETT & CHEATHAM, ATTORNEYS Edward J. Harper, II Attorneys for Plaintiff 200 South Washington Street P.O. Box 1220 Greenville, N.C. 27834 Telephone: (919) 758-4257 February 15, 22; March 1, 1983: [924, 1172, 1079, 1219]
column-rule: [915, 104, 916, 2452]
notices-column-5: [916, 104, 1086, 2452]
section-number: 023: [1265, 1116, 1281, 1128]
column-heading: PUBLIC NOTICES: [1265, 104, 1476, 122]
notice-heading: FILM NO. IN THE GENERAL COURT OF JUSTICE DISTRICT COURT DIVISION NORTH CAROLINA PITT COUNTY: [411, 715, 557, 744]
deadline-time: Wednesday 5 p.m.: [136, 730, 209, 741]
legal-notice: [1092, 440, 1255, 716]
section-name: Boats For Sale: [1297, 1548, 1367, 1560]
notice-parties: EDWARD L. GARRISON, Director, Pitt County Department of Social Services ex rel. SHIRLEY STATON vs. WILLIE J. WILLIAMS: [231, 668, 392, 696]
file-number: FILE NO. 82 CvD 758: [443, 705, 525, 715]
notice-body: TAKE NOTICE that a pleading seeking relief against you has been filed in the above-entitled action. The nature of the relief sought is (1) to recover all sums paid in public assistance to or for the benefit of the minor children Jessie Earl Frank and Willie Junior Frank up to the time of entry of judgment; (2) to obtain an order for prospective support for such children; and (3) to recover the costs (including reasonable attorney's fees) of such action. You are required to make defense to such pleading not later than March 28, 1983, and upon your failure to do so, the party seeking service against you will apply to the Court for the relief sought. This the fifteenth day of February, 1983.: [231, 430, 393, 573]
column-rule: [225, 104, 226, 2452]
notice-body: TAKE NOTICE that a pleading seeking relief against you has been filed in the above-entitled action. The nature of the relief sought is (1) to establish your paternity of the minor child Aikiwann Tyrone Johnson; (2) to recover all sums paid in public assistance to or for the benefit of such child up to the time of entry of judgment; (3) to obtain an order for prospective support for such child; and (4) to recover the costs (including reasonable attorney's fees) of such action. You are required to make defense to such pleading not later than March 28, 1983, and upon your failure to do so, the party seeking service against you will apply to the Court for the relief sought. This the fifteenth day of February, 1983.: [575, 838, 738, 991]
deadline-row: [60, 551, 209, 564]
minimum-lines: 3 Line Minimum: [101, 388, 168, 399]
deadline-time: Friday 4 p.m.: [155, 552, 209, 563]
notice-heading: FILM NO. IN THE GENERAL COURT OF JUSTICE DISTRICT COURT DIVISION NORTH CAROLINA PITT COUNTY: [928, 658, 1074, 686]
display-deadlines-title: Classified Display Deadlines: [85, 639, 183, 665]
display-title: Classified Display: [85, 462, 183, 475]
section-name: Dodge: [1297, 900, 1329, 912]
notice-parties: EDWARD L. GARRISON, Director, Pitt County Department of Social Services ex rel. BRENDA L. CRANDELL vs. DARRYL BUSH: [404, 449, 565, 478]
classified-section-heading: [1265, 534, 1476, 550]
legal-notice: [920, 649, 1083, 925]
legal-notice: [1092, 725, 1255, 1020]
deadline-row: [60, 590, 209, 603]
